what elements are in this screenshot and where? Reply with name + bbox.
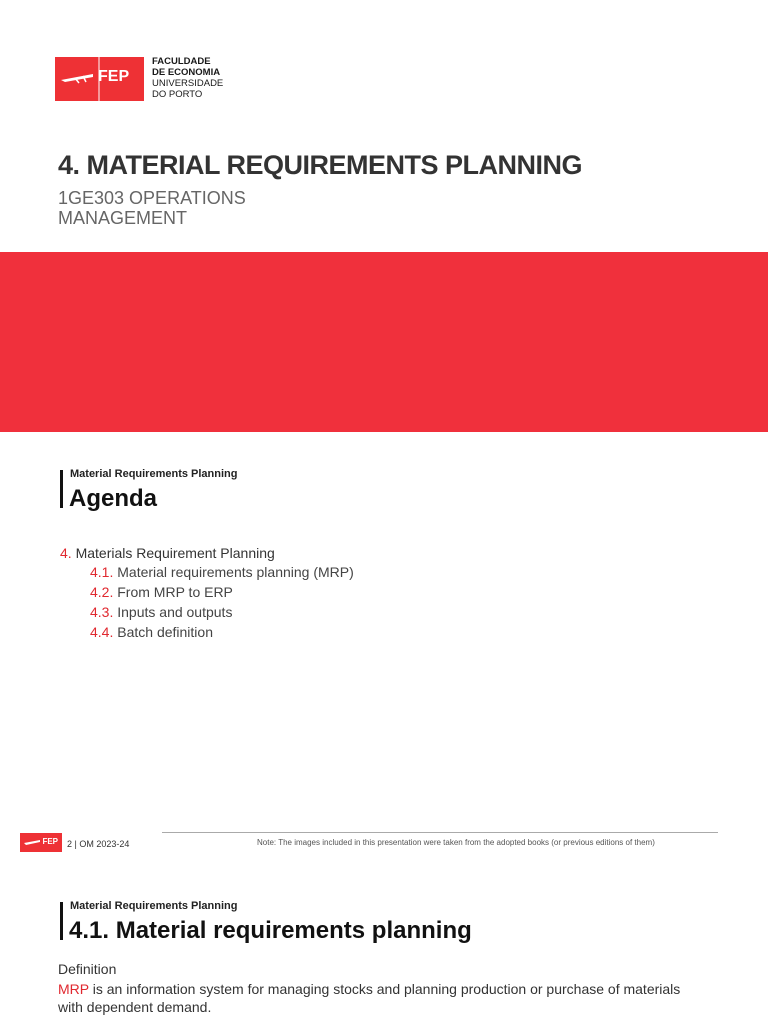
mrp-term: MRP xyxy=(58,981,89,997)
red-band xyxy=(0,252,768,432)
logo-abbrev: FEP xyxy=(98,68,130,85)
agenda-item xyxy=(90,564,354,580)
definition-body: is an information system for managing stocks and planning production or purchase of materials with dependent demand. xyxy=(58,981,681,1015)
cover-title: 4. MATERIAL REQUIREMENTS PLANNING xyxy=(58,150,583,180)
logo-line: DE ECONOMIA xyxy=(152,67,221,78)
footer-note: Note: The images included in this presentation were taken from the adopted books (or previous editions of them) xyxy=(257,838,655,847)
agenda-text: Materials Requirement Planning xyxy=(71,545,275,561)
agenda-number: 4. xyxy=(60,545,72,561)
logo-line: DO PORTO xyxy=(152,89,203,100)
agenda-title: Agenda xyxy=(69,485,158,512)
logo-caption xyxy=(152,56,223,100)
agenda-text: Inputs and outputs xyxy=(113,604,233,620)
logo-line: FACULDADE xyxy=(152,56,211,67)
agenda-text: From MRP to ERP xyxy=(113,584,233,600)
footer-logo xyxy=(20,833,62,852)
cover-subtitle xyxy=(58,188,318,228)
definition-text xyxy=(58,980,698,1016)
agenda-item xyxy=(90,624,354,640)
footer-logo-text: FEP xyxy=(42,837,58,846)
agenda-item xyxy=(90,604,354,620)
bridge-logo-icon xyxy=(22,833,42,852)
footer-divider xyxy=(162,832,718,833)
agenda-item xyxy=(90,584,354,600)
logo-line: UNIVERSIDADE xyxy=(152,78,224,89)
agenda-number: 4.4. xyxy=(90,624,114,640)
subtitle-line: 1GE303 OPERATIONS xyxy=(58,188,246,208)
agenda-number: 4.3. xyxy=(90,604,114,620)
agenda-number: 4.1. xyxy=(90,564,114,580)
subtitle-line: MANAGEMENT xyxy=(58,208,188,228)
agenda-list xyxy=(60,545,354,644)
agenda-number: 4.2. xyxy=(90,584,114,600)
section-label: Material Requirements Planning xyxy=(70,468,238,480)
agenda-text: Batch definition xyxy=(113,624,213,640)
mrp-title: 4.1. Material requirements planning xyxy=(69,917,472,944)
definition-label: Definition xyxy=(58,961,117,977)
agenda-item xyxy=(60,545,354,561)
section-bar xyxy=(60,902,63,940)
section-label: Material Requirements Planning xyxy=(70,900,238,912)
agenda-text: Material requirements planning (MRP) xyxy=(113,564,354,580)
page-number: 2 | OM 2023-24 xyxy=(67,839,130,849)
section-bar xyxy=(60,470,63,508)
